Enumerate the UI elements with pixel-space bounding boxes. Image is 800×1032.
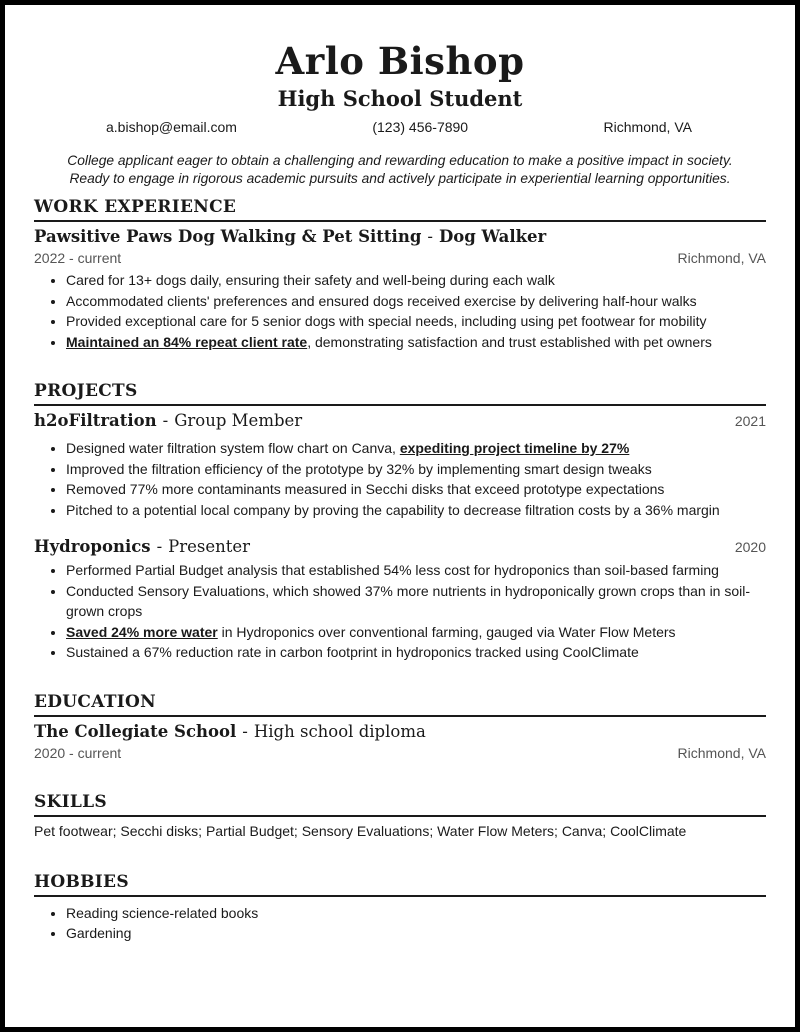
project-year: 2020 (734, 539, 766, 555)
project-bullets (34, 560, 766, 663)
location: Richmond, VA (603, 119, 692, 135)
project-role: Presenter (168, 537, 251, 556)
list-item: • Conducted Sensory Evaluations, which showed 37% more nutrients in hydroponically grown crops than in soil-grown crops (66, 581, 766, 622)
list-item: • Improved the filtration efficiency of the prototype by 32% by implementing smart design tweaks (66, 459, 766, 480)
education-meta (34, 743, 766, 763)
school-name: The Collegiate School (34, 721, 237, 741)
project-title (34, 536, 250, 558)
list-item (66, 622, 766, 643)
education-location: Richmond, VA (677, 744, 766, 761)
title-separator: - (242, 721, 248, 741)
work-section (34, 196, 766, 352)
job-dates: 2022 - current (34, 250, 122, 266)
highlight-text: expediting project timeline by 27% (399, 440, 630, 456)
email[interactable]: a.bishop@email.com (106, 119, 237, 135)
project-header (34, 406, 766, 432)
section-title-hobbies: HOBBIES (34, 871, 766, 897)
section-title-work: WORK EXPERIENCE (34, 196, 766, 222)
section-title-skills: SKILLS (34, 791, 766, 817)
highlight-text: Saved 24% more water (66, 623, 218, 640)
candidate-role: High School Student (277, 86, 523, 111)
job-bullets (34, 270, 766, 352)
list-item: • Gardening (66, 923, 766, 944)
project-year: 2021 (734, 413, 766, 429)
summary-line: Ready to engage in rigorous academic pursuits and actively participate in experiential learning opportunities. (69, 171, 731, 186)
resume (34, 30, 766, 944)
skills-list: Pet footwear; Secchi disks; Partial Budget; Sensory Evaluations; Water Flow Meters; Canva; CoolClimate (34, 822, 687, 839)
job-position: Dog Walker (438, 227, 547, 246)
list-item (66, 332, 766, 353)
phone[interactable]: (123) 456-7890 (372, 119, 469, 135)
projects-section (34, 380, 766, 663)
education-title (34, 721, 766, 743)
hobbies-list (34, 903, 766, 944)
education-section (34, 691, 766, 763)
section-title-education: EDUCATION (34, 691, 766, 717)
list-item: • Sustained a 67% reduction rate in carbon footprint in hydroponics tracked using CoolClimate (66, 642, 766, 663)
hobbies-section (34, 871, 766, 944)
highlight-text: Maintained an 84% repeat client rate (66, 333, 308, 350)
project-name: h2oFiltration (34, 411, 157, 430)
project-role: Group Member (174, 411, 303, 430)
contact-bar (34, 118, 766, 136)
job-meta (34, 248, 766, 268)
bullet-text: Designed water filtration system flow chart on Canva, (66, 440, 400, 456)
title-separator: - (156, 537, 163, 556)
list-item: • Accommodated clients' preferences and ensured dogs received exercise by delivering half-hour walks (66, 291, 766, 312)
job-location: Richmond, VA (677, 250, 766, 266)
title-separator: - (162, 411, 169, 430)
list-item: • Pitched to a potential local company by proving the capability to decrease filtration costs by a 36% margin (66, 500, 766, 521)
list-item: • Reading science-related books (66, 903, 766, 924)
section-title-projects: PROJECTS (34, 380, 766, 406)
job-title (34, 226, 766, 248)
company-name: Pawsitive Paws Dog Walking & Pet Sitting (34, 227, 422, 246)
education-dates: 2020 - current (34, 744, 122, 761)
summary-line: College applicant eager to obtain a challenging and rewarding education to make a positive impact in society. (67, 153, 733, 168)
project-bullets (34, 438, 766, 520)
list-item (66, 438, 766, 459)
list-item: • Cared for 13+ dogs daily, ensuring their safety and well-being during each walk (66, 270, 766, 291)
project-name: Hydroponics (34, 537, 151, 556)
project-title (34, 410, 302, 432)
bullet-text: , demonstrating satisfaction and trust established with pet owners (307, 333, 712, 350)
skills-section (34, 791, 766, 841)
summary (34, 152, 766, 188)
project-header (34, 532, 766, 558)
list-item: • Removed 77% more contaminants measured in Secchi disks that exceed prototype expectations (66, 479, 766, 500)
candidate-name: Arlo Bishop (275, 39, 525, 83)
degree: High school diploma (253, 721, 426, 741)
list-item: • Provided exceptional care for 5 senior dogs with special needs, including using pet footwear for mobility (66, 311, 766, 332)
title-separator: - (427, 227, 433, 246)
list-item: • Performed Partial Budget analysis that established 54% less cost for hydroponics than soil-based farming (66, 560, 766, 581)
bullet-text: in Hydroponics over conventional farming, gauged via Water Flow Meters (217, 623, 676, 640)
